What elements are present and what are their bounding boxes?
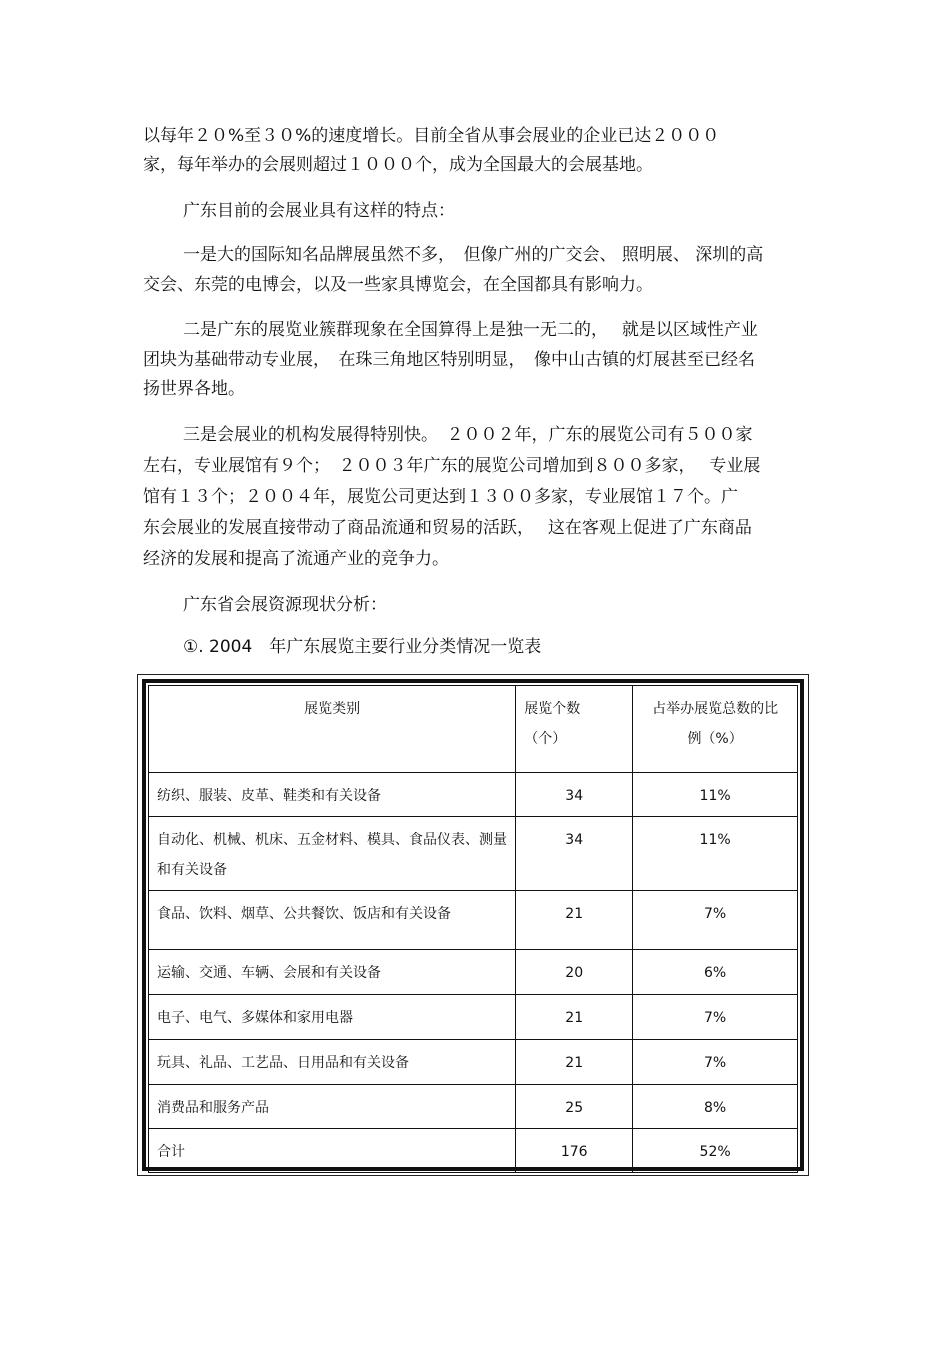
cell-category: 电子、电气、多媒体和家用电器 [149,995,516,1040]
cell-count: 20 [516,950,633,995]
cell-count: 34 [516,817,633,891]
cell-count: 21 [516,1040,633,1085]
table-header-row [149,686,798,773]
paragraph-line: 左右，专业展馆有９个； ２００３年广东的展览公司增加到８００多家， 专业展 [143,456,761,476]
cell-ratio: 8% [633,1085,798,1129]
table-total-row [149,1129,798,1173]
paragraph-line: 交会、东莞的电博会，以及一些家具博览会，在全国都具有影响力。 [143,275,653,295]
cell-count: 21 [516,995,633,1040]
exhibition-category-table [148,685,798,1173]
paragraph-line: 广东目前的会展业具有这样的特点： [183,201,455,221]
cell-count: 34 [516,773,633,817]
paragraph-line: 东会展业的发展直接带动了商品流通和贸易的活跃， 这在客观上促进了广东商品 [143,518,752,538]
header-count: 展览个数 （个） [516,686,633,773]
cell-category: 消费品和服务产品 [149,1085,516,1129]
table-row [149,773,798,817]
paragraph-line: 三是会展业的机构发展得特别快。 ２００２年，广东的展览公司有５００家 [183,425,753,445]
paragraph-line: 一是大的国际知名品牌展虽然不多， 但像广州的广交会、 照明展、 深圳的高 [183,245,764,265]
paragraph-line: 以每年２０%至３０%的速度增长。目前全省从事会展业的企业已达２０００ [143,126,720,146]
table-frame [137,674,809,1176]
cell-category: 食品、饮料、烟草、公共餐饮、饭店和有关设备 [149,891,516,950]
paragraph-line: 二是广东的展览业簇群现象在全国算得上是独一无二的， 就是以区域性产业 [183,320,758,340]
header-category: 展览类别 [149,686,516,773]
cell-count: 176 [516,1129,633,1173]
paragraph-line: 家，每年举办的会展则超过１０００个，成为全国最大的会展基地。 [143,155,653,175]
cell-ratio: 6% [633,950,798,995]
table-row [149,817,798,891]
cell-count: 25 [516,1085,633,1129]
cell-ratio: 7% [633,1040,798,1085]
cell-ratio: 11% [633,817,798,891]
cell-ratio: 7% [633,995,798,1040]
table-row [149,950,798,995]
table-frame-inner [142,679,804,1171]
table-row [149,891,798,950]
cell-category: 运输、交通、车辆、会展和有关设备 [149,950,516,995]
cell-category: 自动化、机械、机床、五金材料、模具、食品仪表、测量和有关设备 [149,817,516,891]
table-row [149,1040,798,1085]
cell-ratio: 11% [633,773,798,817]
table-row [149,1085,798,1129]
cell-category: 合计 [149,1129,516,1173]
cell-ratio: 52% [633,1129,798,1173]
paragraph-line: 团块为基础带动专业展， 在珠三角地区特别明显， 像中山古镇的灯展甚至已经名 [143,350,755,370]
cell-category: 玩具、礼品、工艺品、日用品和有关设备 [149,1040,516,1085]
table-row [149,995,798,1040]
table-caption: ①. 2004 年广东展览主要行业分类情况一览表 [183,637,542,657]
section-heading: 广东省会展资源现状分析： [183,595,387,615]
header-ratio: 占举办展览总数的比 例（%） [633,686,798,773]
paragraph-line: 经济的发展和提高了流通产业的竞争力。 [143,549,449,569]
cell-count: 21 [516,891,633,950]
paragraph-line: 扬世界各地。 [143,379,245,399]
cell-category: 纺织、服装、皮革、鞋类和有关设备 [149,773,516,817]
cell-ratio: 7% [633,891,798,950]
paragraph-line: 馆有１３个；２００４年，展览公司更达到１３００多家，专业展馆１７个。广 [143,487,738,507]
